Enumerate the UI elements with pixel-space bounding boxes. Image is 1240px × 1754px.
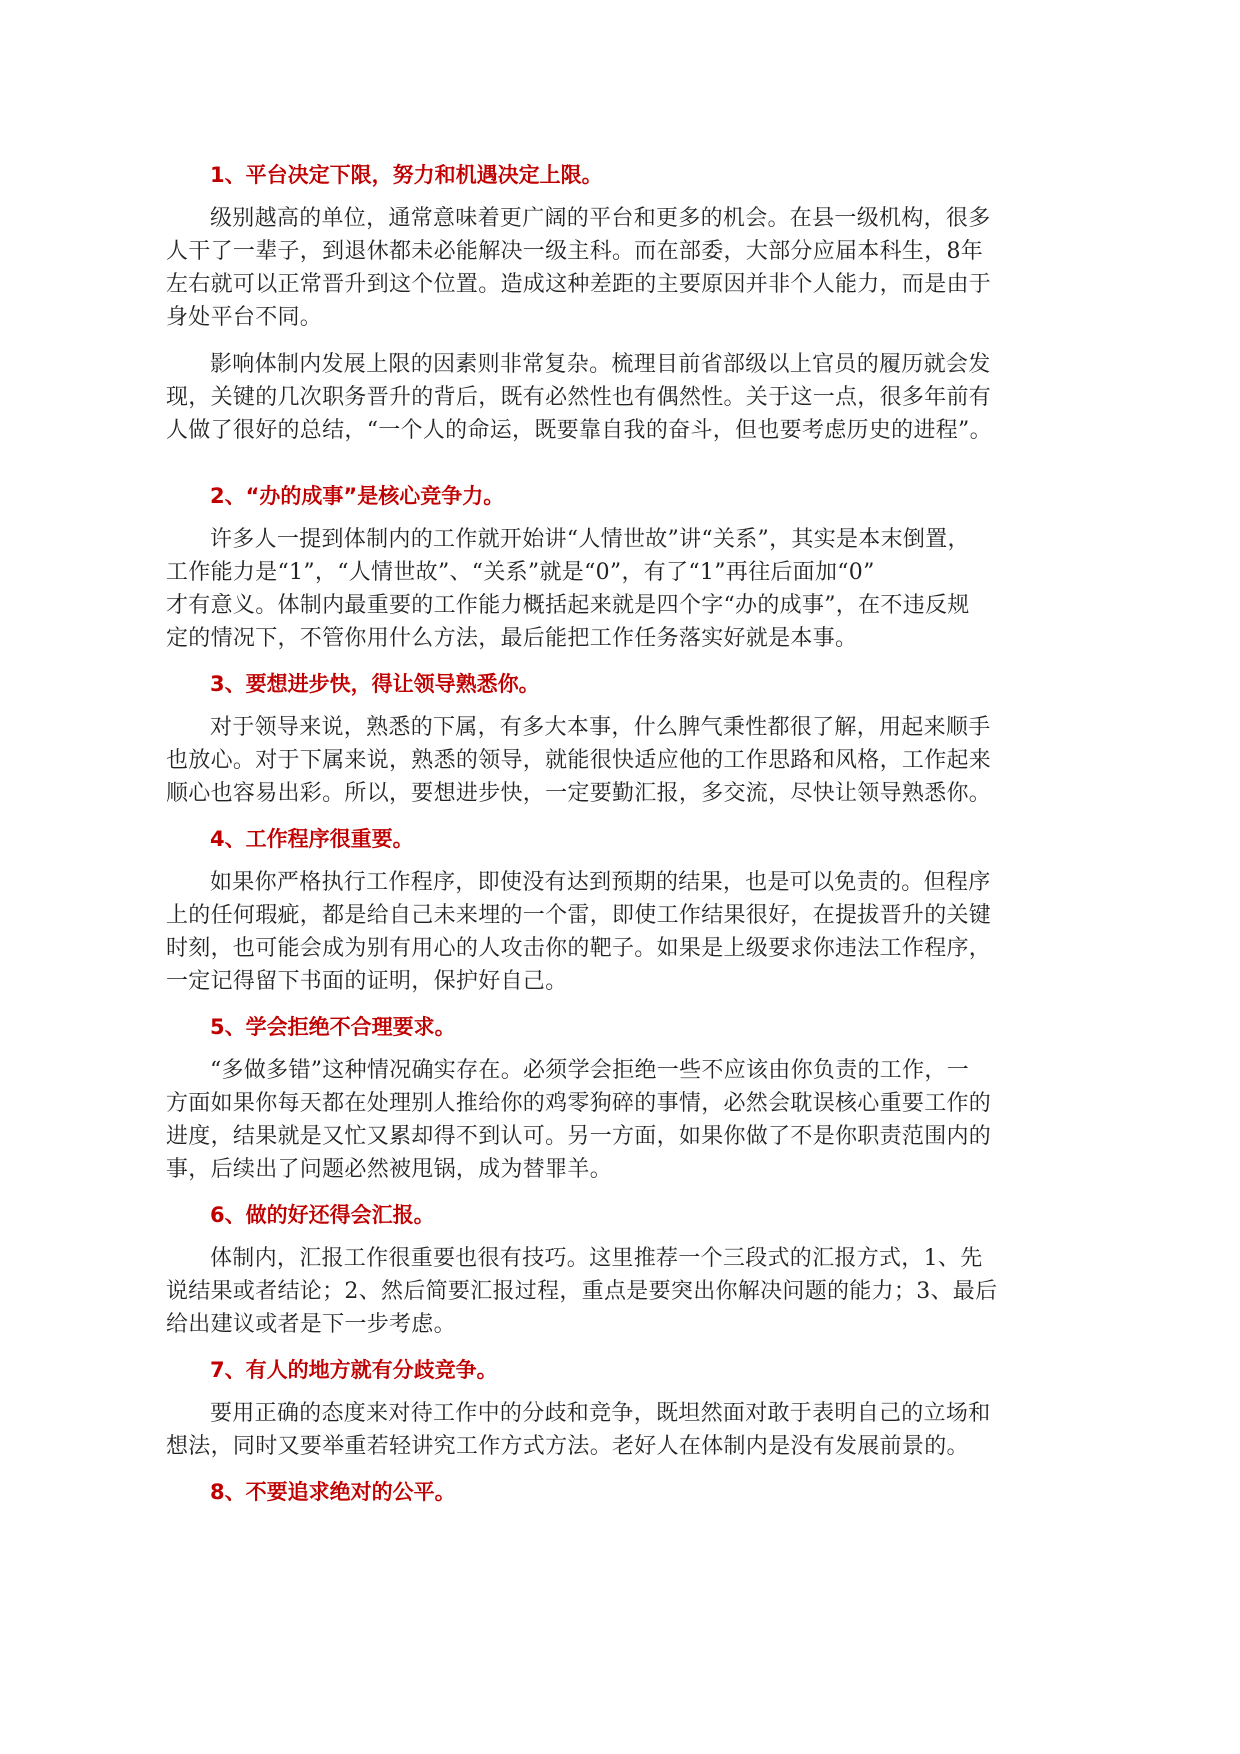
paragraph: “多做多错”这种情况确实存在。必须学会拒绝一些不应该由你负责的工作，一 方面如果你每天都在处理别人推给你的鸡零狗碎的事情，必然会耽误核心重要工作的 进度，结果就是又忙又累却得不到认可。另一方面，如果你做了不是你职责范围内的 事，后续出了问题必然被甩锅，成为替罪羊。 <box>166 1058 992 1182</box>
paragraph: 对于领导来说，熟悉的下属，有多大本事，什么脾气秉性都很了解，用起来顺手 也放心。对于下属来说，熟悉的领导，就能很快适应他的工作思路和风格，工作起来 顺心也容易出彩。所以，要想进步快，一定要勤汇报，多交流，尽快让领导熟悉你。 <box>166 715 992 806</box>
section-2 <box>166 481 1106 655</box>
document-page <box>166 160 1106 1519</box>
section-heading: 1、平台决定下限，努力和机遇决定上限。 <box>210 163 603 187</box>
section-heading: 7、有人的地方就有分歧竞争。 <box>210 1358 498 1382</box>
section-heading: 5、学会拒绝不合理要求。 <box>210 1015 456 1039</box>
paragraph: 要用正确的态度来对待工作中的分歧和竞争，既坦然面对敢于表明自己的立场和 想法，同时又要举重若轻讲究工作方式方法。老好人在体制内是没有发展前景的。 <box>166 1401 991 1459</box>
section-7 <box>166 1355 1106 1463</box>
section-3 <box>166 669 1106 810</box>
section-heading: 8、不要追求绝对的公平。 <box>210 1480 456 1504</box>
section-5 <box>166 1012 1106 1186</box>
paragraph: 体制内，汇报工作很重要也很有技巧。这里推荐一个三段式的汇报方式，1、先 说结果或者结论；2、然后简要汇报过程，重点是要突出你解决问题的能力；3、最后 给出建议或者是下一步考虑。 <box>166 1246 998 1337</box>
paragraph: 如果你严格执行工作程序，即使没有达到预期的结果，也是可以免责的。但程序 上的任何瑕疵，都是给自己未来埋的一个雷，即使工作结果很好，在提拔晋升的关键 时刻，也可能会成为别有用心的人攻击你的靶子。如果是上级要求你违法工作程序， 一定记得留下书面的证明，保护好自己。 <box>166 870 992 994</box>
section-1 <box>166 160 1106 447</box>
section-heading: 2、“办的成事”是核心竞争力。 <box>210 484 505 508</box>
section-8 <box>166 1477 1106 1507</box>
section-heading: 6、做的好还得会汇报。 <box>210 1203 435 1227</box>
paragraph: 影响体制内发展上限的因素则非常复杂。梳理目前省部级以上官员的履历就会发 现，关键的几次职务晋升的背后，既有必然性也有偶然性。关于这一点，很多年前有 人做了很好的总结，“一个人的命运，既要靠自我的奋斗，但也要考虑历史的进程”。 <box>166 352 992 443</box>
section-4 <box>166 824 1106 998</box>
section-6 <box>166 1200 1106 1341</box>
section-heading: 4、工作程序很重要。 <box>210 827 414 851</box>
paragraph: 许多人一提到体制内的工作就开始讲“人情世故”讲“关系”，其实是本末倒置， 工作能力是“1”，“人情世故”、“关系”就是“0”，有了“1”再往后面加“0” 才有意义。体制内最重要的工作能力概括起来就是四个字“办的成事”，在不违反规 定的情况下，不管你用什么方法，最后能把工作任务落实好就是本事。 <box>166 527 970 651</box>
paragraph: 级别越高的单位，通常意味着更广阔的平台和更多的机会。在县一级机构，很多 人干了一辈子，到退休都未必能解决一级主科。而在部委，大部分应届本科生，8年 左右就可以正常晋升到这个位置。造成这种差距的主要原因并非个人能力，而是由于 身处平台不同。 <box>166 206 992 330</box>
section-heading: 3、要想进步快，得让领导熟悉你。 <box>210 672 540 696</box>
